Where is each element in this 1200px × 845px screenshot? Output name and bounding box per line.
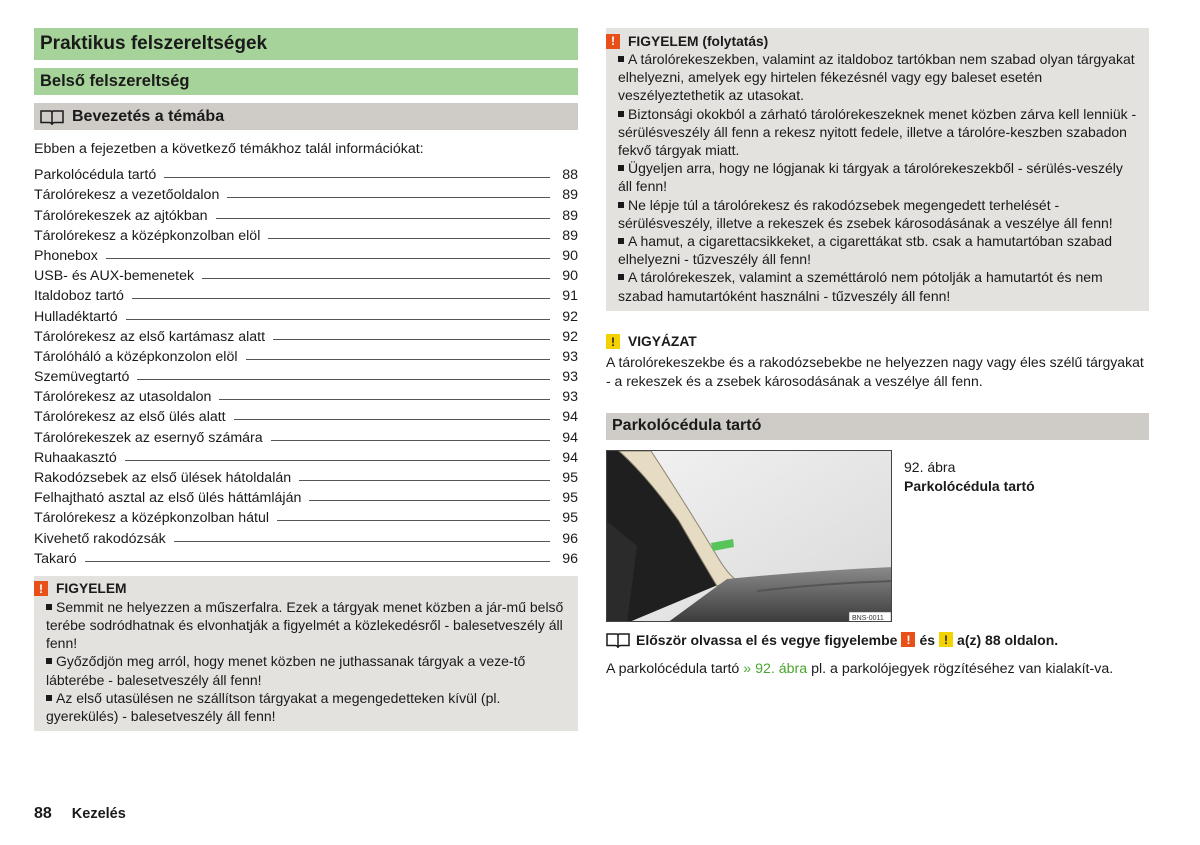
toc-leader: [216, 218, 551, 219]
toc-page: 88: [562, 167, 578, 184]
toc-item[interactable]: [34, 466, 578, 486]
exclamation-icon: !: [606, 334, 620, 349]
figure-reference-link[interactable]: » 92. ábra: [743, 660, 808, 677]
toc-label: Tárolórekesz a középkonzolban hátul: [34, 510, 270, 527]
toc-label: Tárolórekesz az első kartámasz alatt: [34, 328, 266, 345]
toc-page: 94: [562, 429, 578, 446]
toc-page: 91: [562, 288, 578, 305]
read-first-suffix: a(z) 88 oldalon.: [957, 631, 1059, 648]
intro-heading: [34, 103, 578, 130]
caution-title: VIGYÁZAT: [628, 334, 697, 350]
toc-item[interactable]: [34, 547, 578, 567]
bullet-icon: [46, 658, 52, 664]
body-before: A parkolócédula tartó: [606, 660, 740, 677]
warning-item: [46, 689, 566, 725]
figure-image: [606, 450, 892, 622]
warning-text: A tárolórekeszekben, valamint az italdoboz tartókban nem szabad olyan tárgyakat elhelyezni, amelyek egy hirtelen fékezésnél vagy egy baleset esetén veszélyeztethetik az utasokat.: [618, 51, 1135, 104]
toc-label: Tárolórekesz az első ülés alatt: [34, 409, 226, 426]
figure-number: 92. ábra: [904, 458, 956, 475]
table-of-contents: [34, 163, 578, 567]
toc-leader: [126, 319, 550, 320]
toc-label: USB- és AUX-bemenetek: [34, 268, 195, 285]
toc-label: Tárolórekeszek az esernyő számára: [34, 429, 263, 446]
toc-label: Kivehető rakodózsák: [34, 530, 166, 547]
warning-item: [46, 598, 566, 653]
toc-item[interactable]: [34, 425, 578, 445]
toc-leader: [234, 419, 550, 420]
warning-item: [618, 232, 1137, 268]
toc-label: Szemüvegtartó: [34, 369, 130, 386]
warning-text: Ne lépje túl a tárolórekesz és rakodózsebek megengedett terhelését - sérülésveszély, illetve a rekeszek és zsebek károsodásának a veszélye áll fenn!: [618, 196, 1113, 231]
toc-leader: [125, 460, 550, 461]
warning-item: [618, 268, 1137, 304]
warning-item: [618, 159, 1137, 195]
toc-page: 94: [562, 449, 578, 466]
book-icon: [606, 632, 630, 648]
toc-item[interactable]: [34, 405, 578, 425]
bullet-icon: [618, 202, 624, 208]
toc-leader: [174, 541, 550, 542]
toc-item[interactable]: [34, 183, 578, 203]
figure-title: Parkolócédula tartó: [904, 477, 1035, 494]
exclamation-icon: !: [901, 632, 915, 647]
toc-page: 89: [562, 227, 578, 244]
exclamation-icon: !: [939, 632, 953, 647]
toc-item[interactable]: [34, 264, 578, 284]
toc-page: 93: [562, 348, 578, 365]
toc-label: Tárolórekeszek az ajtókban: [34, 207, 208, 224]
bullet-icon: [618, 56, 624, 62]
left-column: [34, 28, 578, 731]
figure-caption: [904, 450, 1035, 622]
warning-item: [46, 652, 566, 688]
warning-box-continued: [606, 28, 1149, 311]
toc-leader: [164, 177, 550, 178]
intro-title: Bevezetés a témába: [72, 107, 225, 125]
bullet-icon: [46, 695, 52, 701]
toc-leader: [271, 440, 550, 441]
toc-label: Tárolórekesz a vezetőoldalon: [34, 187, 220, 204]
right-column: [606, 28, 1149, 679]
toc-item[interactable]: [34, 506, 578, 526]
bullet-icon: [618, 238, 624, 244]
toc-label: Tárolórekesz az utasoldalon: [34, 389, 212, 406]
toc-leader: [132, 298, 550, 299]
toc-page: 95: [562, 510, 578, 527]
subsection-title: Parkolócédula tartó: [606, 413, 1149, 440]
toc-label: Rakodózsebek az első ülések hátoldalán: [34, 470, 292, 486]
warning-text: Biztonsági okokból a zárható tárolórekeszeknek menet közben zárva kell lenniük - sérülésveszély áll fenn a rekesz nyitott fedele, illetve a tárolóre-keszben szabadon fekvő tárgyak miatt.: [618, 105, 1137, 159]
warning-heading: [606, 32, 1137, 50]
toc-leader: [299, 480, 550, 481]
warning-item: [618, 196, 1137, 232]
toc-page: 90: [562, 247, 578, 264]
toc-item[interactable]: [34, 304, 578, 324]
toc-item[interactable]: [34, 446, 578, 466]
warning-text: Ügyeljen arra, hogy ne lógjanak ki tárgyak a tárolórekeszekből - sérülés-veszély áll fenn!: [618, 160, 1123, 195]
toc-leader: [137, 379, 550, 380]
toc-item[interactable]: [34, 526, 578, 546]
read-first-prefix: Először olvassa el és vegye figyelembe: [636, 631, 898, 648]
book-icon: [40, 109, 64, 125]
toc-leader: [85, 561, 550, 562]
read-first-note: [606, 632, 1149, 648]
bullet-icon: [618, 274, 624, 280]
toc-page: 90: [562, 268, 578, 285]
warning-text: A tárolórekeszek, valamint a szeméttároló nem pótolják a hamutartót és nem szabad hamutartóként használni - tűzveszély áll fenn!: [618, 269, 1103, 304]
toc-leader: [219, 399, 550, 400]
chapter-title: Praktikus felszereltségek: [34, 28, 578, 60]
intro-text: Ebben a fejezetben a következő témákhoz talál információkat:: [34, 141, 424, 157]
page-footer: [34, 805, 126, 823]
toc-page: 96: [562, 530, 578, 547]
toc-page: 89: [562, 187, 578, 204]
toc-leader: [273, 339, 550, 340]
warning-text: Az első utasülésen ne szállítson tárgyakat a megengedetteken kívül (pl. gyerekülés) - balesetveszély áll fenn!: [46, 689, 501, 724]
toc-item[interactable]: [34, 284, 578, 304]
toc-page: 92: [562, 328, 578, 345]
body-after: pl. a parkolójegyek rögzítéséhez van kialakít-va.: [811, 660, 1114, 677]
body-paragraph: [606, 660, 1149, 679]
bullet-icon: [46, 604, 52, 610]
toc-item[interactable]: [34, 486, 578, 506]
toc-label: Phonebox: [34, 247, 98, 264]
toc-item[interactable]: [34, 345, 578, 365]
toc-label: Takaró: [34, 550, 77, 567]
warning-title: FIGYELEM: [56, 581, 127, 597]
bullet-icon: [618, 111, 624, 117]
toc-leader: [277, 520, 550, 521]
toc-page: 92: [562, 308, 578, 325]
page-number: 88: [34, 805, 52, 822]
toc-label: Felhajtható asztal az első ülés háttámláján: [34, 490, 302, 507]
toc-item[interactable]: [34, 365, 578, 385]
toc-page: 89: [562, 207, 578, 224]
toc-page: 96: [562, 550, 578, 567]
toc-page: 95: [562, 490, 578, 507]
toc-leader: [106, 258, 550, 259]
toc-label: Italdoboz tartó: [34, 288, 124, 305]
toc-leader: [309, 500, 550, 501]
toc-page: 94: [562, 409, 578, 426]
warning-box: [34, 576, 578, 731]
toc-page: 93: [562, 389, 578, 406]
toc-page: 95: [562, 470, 578, 486]
warning-text: Győződjön meg arról, hogy menet közben ne juthassanak tárgyak a veze-tő lábterébe - balesetveszély áll fenn!: [46, 653, 526, 688]
bullet-icon: [618, 165, 624, 171]
warning-heading: [34, 580, 566, 598]
exclamation-icon: !: [34, 581, 48, 596]
toc-leader: [246, 359, 551, 360]
toc-label: Tárolórekesz a középkonzolban elöl: [34, 227, 261, 244]
toc-leader: [227, 197, 550, 198]
figure-row: [606, 450, 1149, 622]
read-first-and: és: [919, 631, 936, 648]
toc-label: Hulladéktartó: [34, 308, 118, 325]
toc-label: Parkolócédula tartó: [34, 167, 157, 184]
toc-leader: [268, 238, 550, 239]
toc-item[interactable]: [34, 385, 578, 405]
toc-leader: [202, 278, 550, 279]
caution-text: A tárolórekeszekbe és a rakodózsebekbe ne helyezzen nagy vagy éles szélű tárgyakat - a rekeszek és a zsebek károsodásának a veszélye áll fenn.: [606, 353, 1144, 389]
figure-code: BNS-0011: [852, 614, 884, 622]
toc-label: Tárolóháló a középkonzolon elöl: [34, 348, 238, 365]
toc-label: Ruhaakasztó: [34, 449, 117, 466]
warning-text: Semmit ne helyezzen a műszerfalra. Ezek a tárgyak menet közben a jár-mű belső terébe sodródhatnak és elvonhatják a figyelmét a közlekedésről - balesetveszély áll fenn!: [46, 598, 564, 652]
toc-item[interactable]: [34, 244, 578, 264]
footer-section: Kezelés: [71, 806, 126, 822]
warning-title: FIGYELEM (folytatás): [628, 33, 769, 49]
toc-item[interactable]: [34, 325, 578, 345]
exclamation-icon: !: [606, 34, 620, 49]
toc-item[interactable]: [34, 203, 578, 223]
warning-item: [618, 105, 1137, 160]
warning-text: A hamut, a cigarettacsikkeket, a cigarettákat stb. csak a hamutartóban szabad elhelyezni - tűzveszély áll fenn!: [618, 233, 1113, 268]
caution-heading: [606, 333, 1149, 351]
toc-item[interactable]: [34, 163, 578, 183]
caution-block: [606, 333, 1149, 391]
windshield-pillar-illustration: [607, 451, 892, 622]
toc-page: 93: [562, 369, 578, 386]
section-title: Belső felszereltség: [34, 68, 578, 95]
toc-item[interactable]: [34, 224, 578, 244]
warning-item: [618, 50, 1137, 105]
